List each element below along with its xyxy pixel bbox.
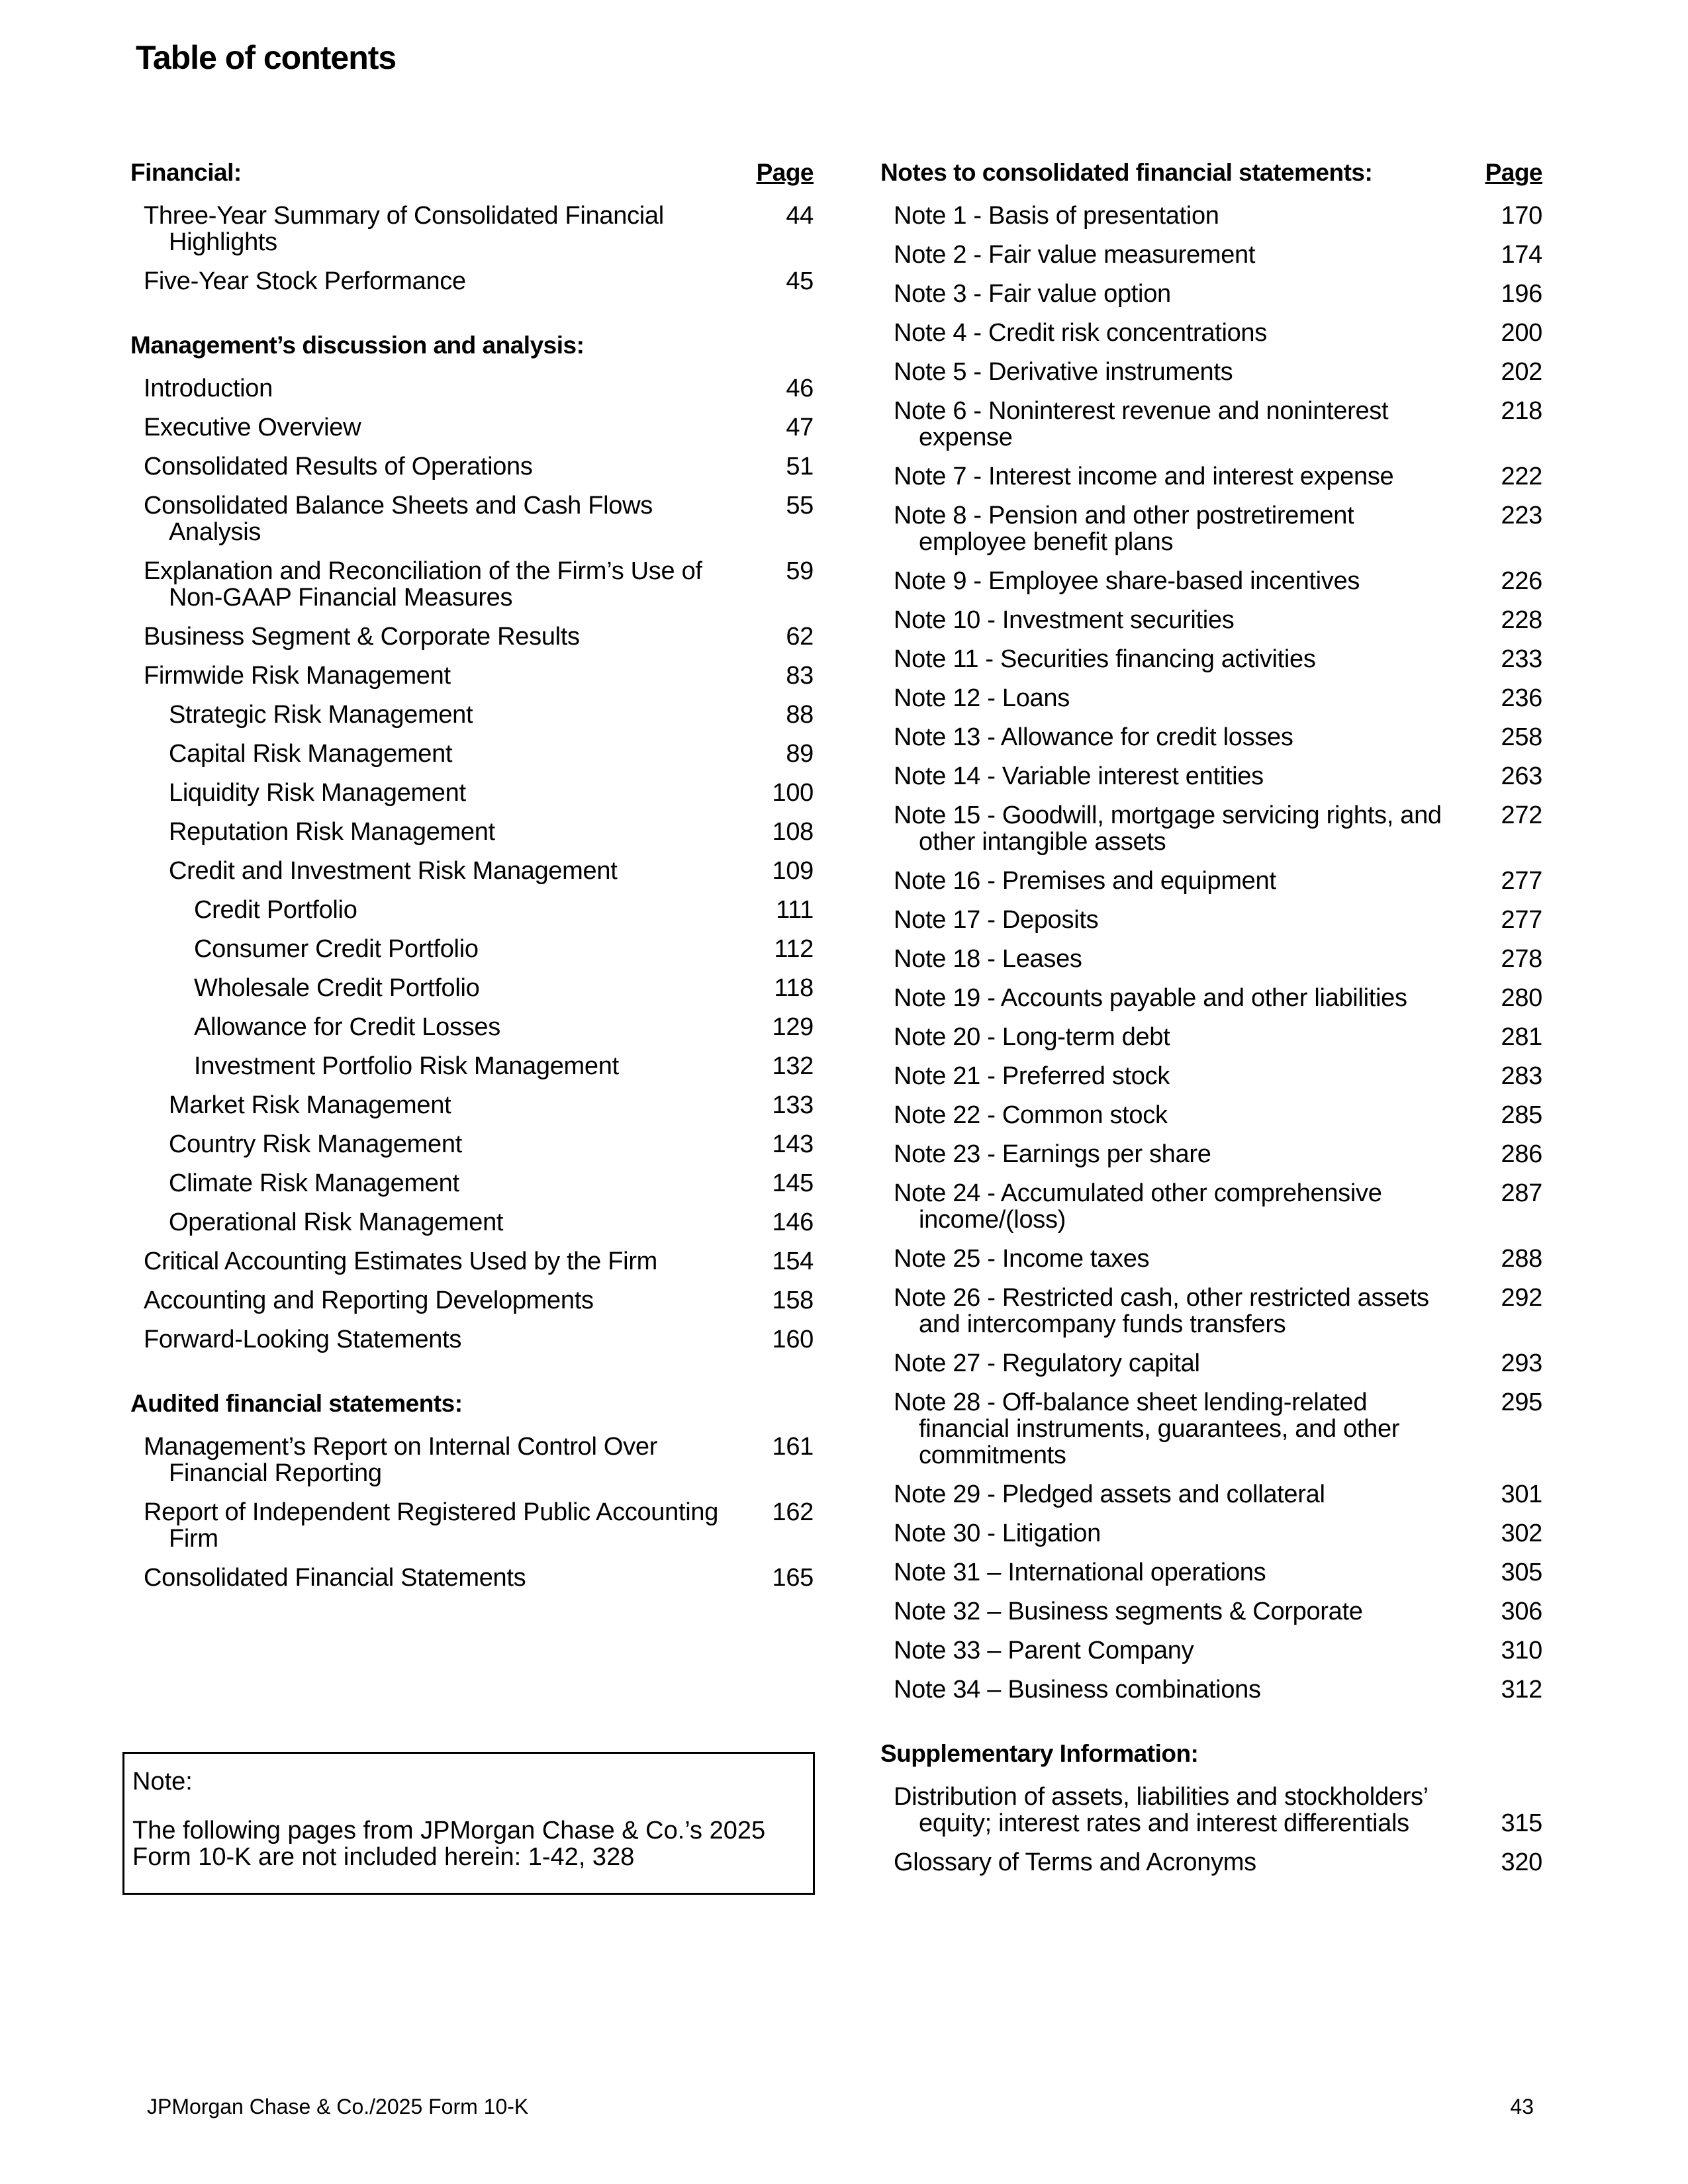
toc-entry-label bbox=[130, 975, 480, 1001]
toc-entry-label bbox=[130, 1433, 726, 1486]
toc-entry-label bbox=[880, 868, 1276, 894]
toc-list bbox=[130, 203, 814, 295]
toc-entry-page: 158 bbox=[772, 1287, 814, 1314]
toc-entry[interactable] bbox=[880, 203, 1542, 229]
toc-entry-text: Critical Accounting Estimates Used by the Firm bbox=[144, 1248, 658, 1275]
exclusion-note-box bbox=[122, 1752, 815, 1895]
toc-entry[interactable] bbox=[880, 398, 1542, 451]
toc-entry-page: 218 bbox=[1501, 397, 1542, 425]
right-column bbox=[880, 159, 1542, 1913]
toc-entry-page: 44 bbox=[786, 202, 814, 230]
toc-entry-page: 320 bbox=[1501, 1848, 1542, 1876]
toc-entry-label bbox=[880, 502, 1463, 555]
toc-entry-label bbox=[880, 1246, 1149, 1272]
toc-entry-page: 100 bbox=[772, 779, 814, 807]
toc-entry-page: 305 bbox=[1501, 1559, 1542, 1586]
toc-entry-page: 160 bbox=[772, 1326, 814, 1353]
note-box-title: Note: bbox=[132, 1768, 193, 1796]
toc-entry-label bbox=[880, 1598, 1363, 1625]
toc-entry-page: 118 bbox=[774, 974, 814, 1002]
toc-entry[interactable] bbox=[880, 281, 1542, 307]
toc-entry[interactable] bbox=[130, 1131, 814, 1158]
toc-entry-page: 223 bbox=[1501, 502, 1542, 529]
toc-entry[interactable] bbox=[880, 946, 1542, 972]
footer-page-number: 43 bbox=[1510, 2095, 1534, 2118]
toc-entry-page: 170 bbox=[1501, 202, 1542, 230]
toc-entry-label bbox=[880, 607, 1234, 633]
toc-entry-text: Note 34 – Business combinations bbox=[894, 1676, 1261, 1704]
toc-entry-label bbox=[880, 568, 1360, 594]
toc-entry-page: 263 bbox=[1501, 762, 1542, 790]
toc-entry-label bbox=[880, 463, 1393, 490]
toc-entry-page: 146 bbox=[772, 1208, 814, 1236]
toc-entry-text: Consumer Credit Portfolio bbox=[194, 935, 479, 963]
toc-entry-label bbox=[130, 741, 452, 767]
toc-entry-text: Note 23 - Earnings per share bbox=[894, 1140, 1211, 1168]
toc-entry-label bbox=[880, 724, 1293, 751]
toc-entry-label bbox=[880, 359, 1233, 385]
toc-entry-text: Note 25 - Income taxes bbox=[894, 1245, 1150, 1273]
toc-entry[interactable] bbox=[880, 1389, 1542, 1469]
toc-entry-label bbox=[130, 203, 726, 255]
toc-entry[interactable] bbox=[880, 1246, 1542, 1272]
toc-entry[interactable] bbox=[880, 907, 1542, 933]
toc-entry-text: Note 17 - Deposits bbox=[894, 906, 1099, 934]
toc-entry-text: Note 6 - Noninterest revenue and noninterest expense bbox=[894, 397, 1389, 451]
toc-entry-label bbox=[880, 1676, 1261, 1703]
toc-entry-label bbox=[130, 453, 533, 480]
toc-entry-text: Climate Risk Management bbox=[169, 1169, 459, 1197]
toc-entry-label bbox=[130, 858, 617, 884]
toc-entry-text: Note 18 - Leases bbox=[894, 945, 1082, 973]
toc-entry-text: Management’s Report on Internal Control Over Financial Reporting bbox=[144, 1433, 658, 1487]
toc-entry[interactable] bbox=[880, 1024, 1542, 1050]
toc-entry-page: 162 bbox=[772, 1498, 814, 1526]
toc-entry-page: 272 bbox=[1501, 801, 1542, 829]
toc-entry-page: 226 bbox=[1501, 567, 1542, 595]
toc-entry-page: 45 bbox=[786, 267, 814, 295]
left-column bbox=[130, 159, 814, 1628]
toc-entry[interactable] bbox=[130, 203, 814, 255]
toc-entry-label bbox=[130, 1092, 451, 1118]
toc-entry-page: 133 bbox=[772, 1091, 814, 1119]
toc-entry-label bbox=[130, 1053, 619, 1079]
toc-entry-page: 278 bbox=[1501, 945, 1542, 973]
toc-entry-page: 143 bbox=[772, 1130, 814, 1158]
toc-entry-text: Distribution of assets, liabilities and stockholders’ equity; interest rates and interest differentials bbox=[894, 1783, 1428, 1837]
toc-entry[interactable] bbox=[130, 780, 814, 806]
toc-entry-text: Note 5 - Derivative instruments bbox=[894, 358, 1233, 386]
toc-entry-label bbox=[130, 1287, 594, 1314]
toc-entry-text: Liquidity Risk Management bbox=[169, 779, 466, 807]
toc-entry[interactable] bbox=[880, 607, 1542, 633]
toc-entry[interactable] bbox=[880, 502, 1542, 555]
toc-entry-page: 47 bbox=[786, 414, 814, 441]
toc-entry-text: Note 1 - Basis of presentation bbox=[894, 202, 1219, 230]
toc-entry-label bbox=[880, 281, 1171, 307]
toc-entry[interactable] bbox=[130, 1092, 814, 1118]
toc-entry-page: 132 bbox=[772, 1052, 814, 1080]
toc-entry[interactable] bbox=[130, 1565, 814, 1591]
toc-entry[interactable] bbox=[130, 453, 814, 480]
toc-entry-page: 315 bbox=[1501, 1809, 1542, 1837]
toc-entry-text: Report of Independent Registered Public Accounting Firm bbox=[144, 1498, 719, 1553]
toc-entry-text: Note 21 - Preferred stock bbox=[894, 1062, 1170, 1090]
section-audited bbox=[130, 1390, 814, 1591]
toc-entry-text: Five-Year Stock Performance bbox=[144, 267, 466, 295]
toc-entry[interactable] bbox=[880, 242, 1542, 268]
toc-entry-label bbox=[880, 242, 1255, 268]
toc-entry-label bbox=[130, 623, 580, 650]
toc-entry-label bbox=[880, 1180, 1463, 1233]
toc-entry[interactable] bbox=[880, 646, 1542, 672]
toc-entry-text: Note 31 – International operations bbox=[894, 1559, 1266, 1586]
toc-entry-text: Operational Risk Management bbox=[169, 1208, 504, 1236]
toc-entry-page: 286 bbox=[1501, 1140, 1542, 1168]
toc-entry-text: Explanation and Reconciliation of the Firm’s Use of Non-GAAP Financial Measures bbox=[144, 557, 702, 612]
toc-entry-label bbox=[880, 646, 1316, 672]
toc-entry-page: 277 bbox=[1501, 867, 1542, 895]
toc-entry[interactable] bbox=[880, 1063, 1542, 1089]
toc-entry-label bbox=[130, 936, 479, 962]
toc-entry[interactable] bbox=[130, 662, 814, 689]
toc-entry-page: 293 bbox=[1501, 1349, 1542, 1377]
toc-entry-page: 285 bbox=[1501, 1101, 1542, 1129]
toc-entry-label bbox=[880, 203, 1219, 229]
toc-entry-label bbox=[880, 1520, 1101, 1547]
toc-entry-page: 111 bbox=[776, 896, 814, 924]
toc-entry[interactable] bbox=[130, 558, 814, 611]
toc-entry-text: Consolidated Financial Statements bbox=[144, 1564, 526, 1592]
toc-entry-text: Note 12 - Loans bbox=[894, 684, 1070, 712]
toc-entry-text: Note 22 - Common stock bbox=[894, 1101, 1168, 1129]
section-heading bbox=[130, 332, 814, 365]
toc-entry-page: 165 bbox=[772, 1564, 814, 1592]
toc-entry-text: Glossary of Terms and Acronyms bbox=[894, 1848, 1256, 1876]
toc-entry-text: Note 15 - Goodwill, mortgage servicing rights, and other intangible assets bbox=[894, 801, 1442, 856]
section-notes bbox=[880, 159, 1542, 1703]
toc-entry[interactable] bbox=[130, 702, 814, 728]
toc-entry-text: Introduction bbox=[144, 375, 273, 402]
toc-entry[interactable] bbox=[880, 685, 1542, 711]
toc-entry-page: 129 bbox=[772, 1013, 814, 1041]
footer-document-name: JPMorgan Chase & Co./2025 Form 10-K bbox=[147, 2095, 529, 2118]
section-financial bbox=[130, 159, 814, 295]
toc-entry[interactable] bbox=[130, 741, 814, 767]
toc-entry-page: 306 bbox=[1501, 1598, 1542, 1625]
toc-entry-label bbox=[880, 802, 1463, 855]
toc-entry-label bbox=[880, 907, 1098, 933]
toc-entry-label bbox=[130, 268, 466, 295]
toc-entry[interactable] bbox=[880, 568, 1542, 594]
toc-entry-text: Forward-Looking Statements bbox=[144, 1326, 462, 1353]
toc-entry-page: 228 bbox=[1501, 606, 1542, 634]
toc-entry-label bbox=[880, 1024, 1170, 1050]
section-supplementary bbox=[880, 1740, 1542, 1876]
toc-entry-label bbox=[880, 1559, 1266, 1586]
toc-entry-page: 301 bbox=[1501, 1480, 1542, 1508]
toc-entry-label bbox=[880, 1389, 1463, 1469]
toc-entry-page: 200 bbox=[1501, 319, 1542, 347]
toc-entry-text: Note 33 – Parent Company bbox=[894, 1637, 1194, 1664]
toc-entry[interactable] bbox=[880, 1102, 1542, 1128]
toc-entry-page: 88 bbox=[786, 701, 814, 729]
toc-entry-label bbox=[130, 897, 357, 923]
page-column-header: Page bbox=[756, 159, 814, 186]
toc-list bbox=[880, 1784, 1542, 1876]
toc-entry-page: 233 bbox=[1501, 645, 1542, 673]
section-heading bbox=[880, 1740, 1542, 1773]
section-heading-label: Notes to consolidated financial statements: bbox=[880, 159, 1373, 186]
toc-entry[interactable] bbox=[130, 1209, 814, 1236]
toc-entry-label bbox=[880, 1350, 1200, 1377]
toc-entry-label bbox=[130, 414, 361, 441]
page-column-header: Page bbox=[1485, 159, 1542, 186]
toc-entry[interactable] bbox=[130, 1170, 814, 1197]
toc-entry-label bbox=[130, 780, 466, 806]
toc-entry-page: 108 bbox=[772, 818, 814, 846]
toc-entry-page: 59 bbox=[786, 557, 814, 585]
toc-list bbox=[880, 203, 1542, 1703]
toc-entry-text: Capital Risk Management bbox=[169, 740, 453, 768]
toc-entry-text: Note 27 - Regulatory capital bbox=[894, 1349, 1200, 1377]
toc-entry-page: 154 bbox=[772, 1248, 814, 1275]
toc-entry-page: 89 bbox=[786, 740, 814, 768]
toc-entry-label bbox=[130, 819, 495, 845]
toc-entry[interactable] bbox=[880, 1481, 1542, 1508]
toc-entry[interactable] bbox=[880, 802, 1542, 855]
toc-entry-label bbox=[130, 492, 726, 545]
toc-entry[interactable] bbox=[880, 463, 1542, 490]
toc-entry-page: 55 bbox=[786, 492, 814, 520]
toc-entry-text: Executive Overview bbox=[144, 414, 361, 441]
toc-entry-page: 302 bbox=[1501, 1520, 1542, 1547]
toc-entry[interactable] bbox=[130, 1014, 814, 1040]
toc-entry-text: Note 4 - Credit risk concentrations bbox=[894, 319, 1267, 347]
toc-entry-page: 196 bbox=[1501, 280, 1542, 308]
toc-entry-label bbox=[880, 320, 1267, 346]
toc-entry[interactable] bbox=[880, 1350, 1542, 1377]
toc-entry-text: Note 10 - Investment securities bbox=[894, 606, 1235, 634]
toc-entry-text: Accounting and Reporting Developments bbox=[144, 1287, 594, 1314]
section-heading bbox=[130, 1390, 814, 1423]
toc-entry-label bbox=[880, 398, 1463, 451]
toc-entry-text: Business Segment & Corporate Results bbox=[144, 623, 580, 651]
toc-entry-text: Country Risk Management bbox=[169, 1130, 462, 1158]
toc-entry-page: 202 bbox=[1501, 358, 1542, 386]
toc-entry-text: Note 3 - Fair value option bbox=[894, 280, 1171, 308]
toc-entry[interactable] bbox=[130, 623, 814, 650]
toc-entry[interactable] bbox=[880, 1180, 1542, 1233]
toc-entry[interactable] bbox=[130, 268, 814, 295]
toc-entry-text: Note 26 - Restricted cash, other restricted assets and intercompany funds transfers bbox=[894, 1284, 1429, 1338]
toc-entry-text: Allowance for Credit Losses bbox=[194, 1013, 500, 1041]
toc-entry-page: 280 bbox=[1501, 984, 1542, 1012]
toc-entry[interactable] bbox=[130, 1326, 814, 1353]
toc-entry[interactable] bbox=[130, 1287, 814, 1314]
toc-entry-label bbox=[130, 1248, 657, 1275]
toc-entry-page: 281 bbox=[1501, 1023, 1542, 1051]
toc-entry-label bbox=[880, 1784, 1463, 1837]
toc-entry[interactable] bbox=[130, 1053, 814, 1079]
toc-entry-page: 310 bbox=[1501, 1637, 1542, 1664]
toc-entry-label bbox=[130, 1326, 461, 1353]
toc-entry-label bbox=[880, 1849, 1256, 1876]
toc-entry-label bbox=[880, 763, 1264, 790]
toc-entry-label bbox=[130, 1565, 526, 1591]
toc-entry[interactable] bbox=[880, 1141, 1542, 1167]
toc-entry-text: Three-Year Summary of Consolidated Financial Highlights bbox=[144, 202, 664, 256]
section-heading-label: Audited financial statements: bbox=[130, 1390, 463, 1417]
toc-entry[interactable] bbox=[880, 320, 1542, 346]
toc-entry-label bbox=[880, 1141, 1211, 1167]
toc-entry-label bbox=[880, 946, 1082, 972]
toc-entry-text: Note 32 – Business segments & Corporate bbox=[894, 1598, 1363, 1625]
toc-entry-text: Note 24 - Accumulated other comprehensive income/(loss) bbox=[894, 1179, 1382, 1234]
toc-entry-text: Note 2 - Fair value measurement bbox=[894, 241, 1256, 269]
toc-entry-label bbox=[130, 1131, 462, 1158]
toc-entry-text: Note 11 - Securities financing activities bbox=[894, 645, 1316, 673]
toc-entry-text: Note 19 - Accounts payable and other liabilities bbox=[894, 984, 1407, 1012]
toc-entry-text: Note 9 - Employee share-based incentives bbox=[894, 567, 1360, 595]
toc-entry-page: 258 bbox=[1501, 723, 1542, 751]
toc-entry-text: Firmwide Risk Management bbox=[144, 662, 451, 690]
section-heading-label: Management’s discussion and analysis: bbox=[130, 332, 585, 359]
toc-entry-text: Strategic Risk Management bbox=[169, 701, 473, 729]
toc-entry-page: 222 bbox=[1501, 463, 1542, 490]
toc-entry-page: 236 bbox=[1501, 684, 1542, 712]
section-heading bbox=[130, 159, 814, 192]
toc-entry-label bbox=[130, 558, 726, 611]
toc-entry-text: Note 29 - Pledged assets and collateral bbox=[894, 1480, 1325, 1508]
toc-entry-page: 292 bbox=[1501, 1284, 1542, 1312]
toc-entry[interactable] bbox=[880, 1559, 1542, 1586]
toc-entry-page: 283 bbox=[1501, 1062, 1542, 1090]
toc-entry-page: 51 bbox=[786, 453, 814, 480]
toc-entry-page: 46 bbox=[786, 375, 814, 402]
toc-entry-label bbox=[880, 985, 1407, 1011]
toc-entry-text: Market Risk Management bbox=[169, 1091, 451, 1119]
toc-entry-label bbox=[130, 1499, 726, 1552]
toc-entry-label bbox=[130, 702, 473, 728]
toc-entry-text: Note 14 - Variable interest entities bbox=[894, 762, 1264, 790]
toc-entry-page: 295 bbox=[1501, 1388, 1542, 1416]
toc-entry-text: Credit and Investment Risk Management bbox=[169, 857, 618, 885]
toc-entry-page: 109 bbox=[772, 857, 814, 885]
toc-entry-page: 277 bbox=[1501, 906, 1542, 934]
toc-entry-page: 62 bbox=[786, 623, 814, 651]
toc-entry-label bbox=[130, 1209, 503, 1236]
toc-entry[interactable] bbox=[880, 1849, 1542, 1876]
section-heading bbox=[880, 159, 1542, 192]
toc-entry-label bbox=[130, 1014, 500, 1040]
toc-entry[interactable] bbox=[130, 936, 814, 962]
toc-entry-label bbox=[880, 1481, 1325, 1508]
toc-entry[interactable] bbox=[130, 897, 814, 923]
toc-entry-page: 174 bbox=[1501, 241, 1542, 269]
section-heading-label: Supplementary Information: bbox=[880, 1740, 1199, 1767]
toc-entry[interactable] bbox=[130, 819, 814, 845]
toc-entry-text: Note 13 - Allowance for credit losses bbox=[894, 723, 1293, 751]
toc-entry-label bbox=[880, 1285, 1463, 1338]
toc-list bbox=[130, 1433, 814, 1591]
toc-entry[interactable] bbox=[130, 975, 814, 1001]
toc-entry-text: Wholesale Credit Portfolio bbox=[194, 974, 480, 1002]
toc-entry[interactable] bbox=[130, 414, 814, 441]
page-title: Table of contents bbox=[136, 39, 397, 76]
toc-entry-label bbox=[130, 1170, 459, 1197]
toc-entry-text: Note 8 - Pension and other postretirement employee benefit plans bbox=[894, 502, 1354, 556]
toc-entry[interactable] bbox=[880, 1285, 1542, 1338]
toc-entry-label bbox=[880, 1063, 1170, 1089]
toc-entry-page: 312 bbox=[1501, 1676, 1542, 1704]
toc-entry-text: Investment Portfolio Risk Management bbox=[194, 1052, 619, 1080]
toc-entry-text: Credit Portfolio bbox=[194, 896, 357, 924]
toc-entry[interactable] bbox=[880, 1676, 1542, 1703]
toc-entry-text: Note 20 - Long-term debt bbox=[894, 1023, 1170, 1051]
toc-entry-text: Note 28 - Off-balance sheet lending-related financial instruments, guarantees, and other commitments bbox=[894, 1388, 1400, 1469]
toc-entry-text: Note 16 - Premises and equipment bbox=[894, 867, 1276, 895]
toc-entry[interactable] bbox=[880, 763, 1542, 790]
section-mda bbox=[130, 332, 814, 1353]
toc-entry-page: 145 bbox=[772, 1169, 814, 1197]
note-box-text: The following pages from JPMorgan Chase & Co.’s 2025 Form 10-K are not included herein: 1-42, 328 bbox=[132, 1817, 766, 1871]
toc-entry[interactable] bbox=[130, 858, 814, 884]
toc-entry-page: 161 bbox=[772, 1433, 814, 1461]
toc-entry[interactable] bbox=[130, 492, 814, 545]
toc-entry-page: 112 bbox=[774, 935, 814, 963]
toc-entry[interactable] bbox=[880, 1637, 1542, 1664]
toc-entry[interactable] bbox=[880, 868, 1542, 894]
toc-entry[interactable] bbox=[880, 1520, 1542, 1547]
toc-entry-page: 288 bbox=[1501, 1245, 1542, 1273]
section-heading-label: Financial: bbox=[130, 159, 242, 186]
toc-entry-text: Note 7 - Interest income and interest expense bbox=[894, 463, 1394, 490]
toc-entry-label bbox=[880, 1637, 1194, 1664]
toc-entry-text: Consolidated Balance Sheets and Cash Flows Analysis bbox=[144, 492, 653, 546]
toc-entry-label bbox=[130, 375, 273, 402]
toc-entry[interactable] bbox=[130, 1248, 814, 1275]
toc-entry[interactable] bbox=[880, 359, 1542, 385]
toc-entry[interactable] bbox=[880, 724, 1542, 751]
toc-entry-label bbox=[130, 662, 451, 689]
toc-entry[interactable] bbox=[130, 1499, 814, 1552]
toc-entry-text: Reputation Risk Management bbox=[169, 818, 495, 846]
toc-entry-text: Consolidated Results of Operations bbox=[144, 453, 533, 480]
toc-entry-text: Note 30 - Litigation bbox=[894, 1520, 1101, 1547]
toc-entry-label bbox=[880, 1102, 1168, 1128]
toc-entry[interactable] bbox=[880, 1598, 1542, 1625]
toc-list bbox=[130, 375, 814, 1353]
toc-entry[interactable] bbox=[130, 1433, 814, 1486]
toc-entry-page: 287 bbox=[1501, 1179, 1542, 1207]
toc-entry[interactable] bbox=[130, 375, 814, 402]
toc-entry[interactable] bbox=[880, 985, 1542, 1011]
toc-entry-label bbox=[880, 685, 1070, 711]
toc-entry-page: 83 bbox=[786, 662, 814, 690]
toc-entry[interactable] bbox=[880, 1784, 1542, 1837]
